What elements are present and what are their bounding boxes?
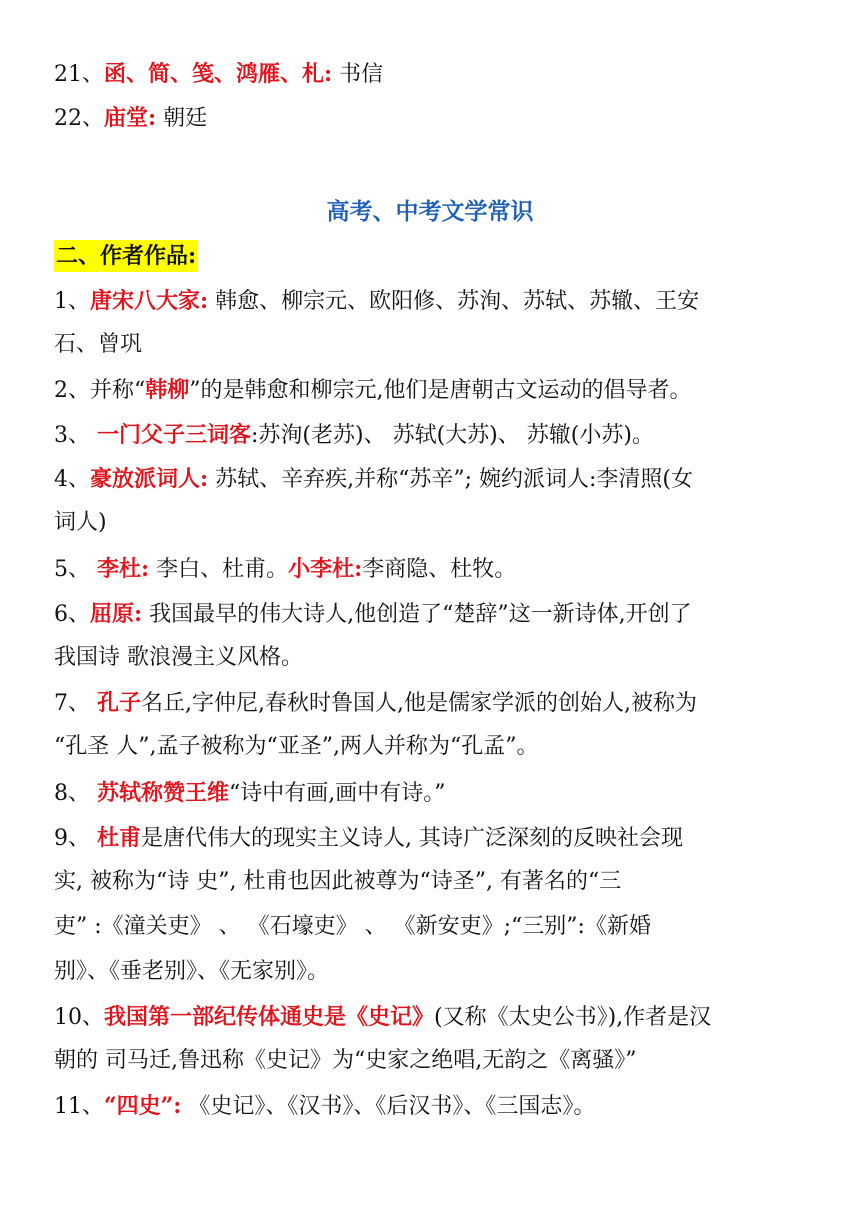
item-text: 吏” :《潼关吏》 、 《石壕吏》 、 《新安吏》;“三别”:《新婚 [54,914,651,939]
item-text: “孔圣 人”,孟子被称为“亚圣”,两人并称为“孔孟”。 [54,734,539,759]
list-item-21 [54,58,814,91]
item-text: 实, 被称为“诗 史”, 杜甫也因此被尊为“诗圣”, 有著名的“三 [54,869,622,894]
list-item-2 [54,374,814,407]
item-text: 是唐代伟大的现实主义诗人, 其诗广泛深刻的反映社会现 [141,826,684,851]
item-term-2: 小李杜: [288,556,363,582]
list-item-1-cont [54,329,814,361]
item-text: 书信 [332,62,384,87]
list-item-8 [54,777,814,810]
item-term: 韩柳 [145,377,190,403]
item-number: 8、 [54,781,97,806]
item-term: 屈原: [90,601,143,627]
list-item-6 [54,598,814,631]
item-text: 我国最早的伟大诗人,他创造了“楚辞”这一新诗体,开创了 [142,602,692,627]
item-term: 杜甫 [97,825,142,851]
item-text: “诗中有画,画中有诗。” [229,781,446,806]
item-number: 3、 [54,423,97,448]
item-number: 22、 [54,106,104,131]
item-text: ”的是韩愈和柳宗元,他们是唐朝古文运动的倡导者。 [189,378,692,403]
item-text: 朝廷 [156,106,208,131]
item-text: 李白、杜甫。 [149,557,289,582]
item-number: 6、 [54,602,90,627]
item-term: 一门父子三词客 [97,422,252,448]
list-item-11 [54,1090,814,1123]
list-item-5 [54,553,814,586]
item-text: 别》、《垂老别》、《无家别》。 [54,959,330,984]
list-item-4 [54,463,814,496]
item-number: 7、 [54,691,97,716]
item-number: 4、 [54,467,90,492]
item-term: 豪放派词人: [90,466,209,492]
item-text: 朝的 司马迁,鲁迅称《史记》为“史家之绝唱,无韵之《离骚》” [54,1048,637,1073]
page-title: 高考、中考文学常识 [326,198,534,225]
item-number: 1、 [54,289,90,314]
item-term: “四史”: [104,1093,182,1119]
section-heading: 二、作者作品: [54,240,198,272]
item-number: 11、 [54,1094,104,1119]
item-term: 孔子 [97,690,142,716]
list-item-10 [54,1001,814,1034]
list-item-10-cont [54,1045,814,1077]
list-item-6-cont [54,642,814,674]
item-number: 5、 [54,557,97,582]
item-term: 庙堂: [104,105,157,131]
list-item-9-cont-2 [54,911,814,943]
item-text: 词人) [54,510,107,535]
item-text: 苏轼、辛弃疾,并称“苏辛”; 婉约派词人:李清照(女 [208,467,694,492]
item-text: 2、并称“ [54,378,146,403]
list-item-3 [54,419,814,452]
list-item-4-cont [54,507,814,539]
item-text: 石、曾巩 [54,332,143,357]
item-term: 苏轼称赞王维 [97,780,230,806]
item-text: 韩愈、柳宗元、欧阳修、苏洵、苏轼、苏辙、王安 [208,289,700,314]
item-term: 唐宋八大家: [90,288,209,314]
item-text: :苏洵(老苏)、 苏轼(大苏)、 苏辙(小苏)。 [251,423,654,448]
item-text: 我国诗 歌浪漫主义风格。 [54,645,303,670]
item-number: 9、 [54,826,97,851]
list-item-7-cont [54,731,814,763]
item-text: 《史记》、《汉书》、《后汉书》、《三国志》。 [181,1094,596,1119]
item-text: (又称《太史公书》),作者是汉 [434,1005,712,1030]
item-number: 10、 [54,1005,104,1030]
item-text: 李商隐、杜牧。 [362,557,517,582]
item-term: 函、简、笺、鸿雁、札: [104,61,333,87]
list-item-9 [54,822,814,855]
list-item-9-cont-3 [54,956,814,988]
item-number: 21、 [54,62,104,87]
item-term: 我国第一部纪传体通史是《史记》 [104,1004,435,1030]
item-term: 李杜: [97,556,150,582]
list-item-9-cont-1 [54,866,814,898]
item-text: 名丘,字仲尼,春秋时鲁国人,他是儒家学派的创始人,被称为 [141,691,697,716]
list-item-1 [54,285,814,318]
list-item-22 [54,102,814,135]
list-item-7 [54,687,814,720]
